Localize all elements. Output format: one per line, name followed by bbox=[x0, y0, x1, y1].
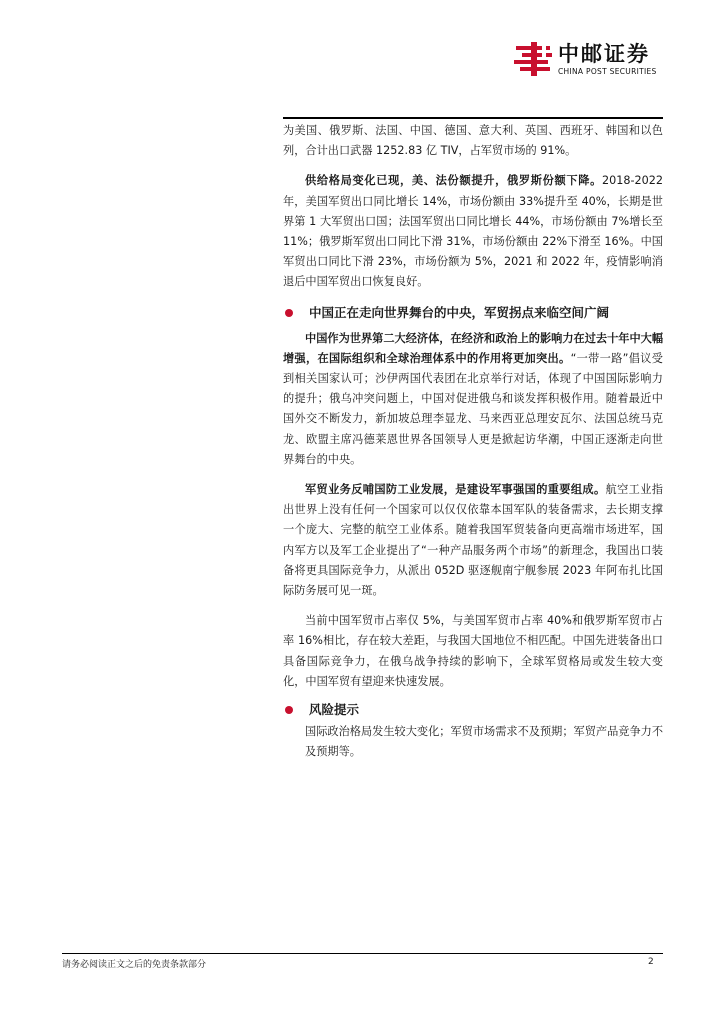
paragraph-lead: 供给格局变化已现，美、法份额提升，俄罗斯份额下降。 bbox=[305, 174, 603, 188]
report-body bbox=[283, 121, 663, 762]
paragraph-text: 国际政治格局发生较大变化；军贸市场需求不及预期；军贸产品竞争力不及预期等。 bbox=[305, 725, 664, 759]
header-divider bbox=[283, 117, 663, 119]
paragraph-text: “一带一路”倡议受到相关国家认可；沙伊两国代表团在北京举行对话，体现了中国国际影响力的提升；俄乌冲突问题上，中国对促进俄乌和谈发挥积极作用。随着最近中国外交不断发力，新加坡总理李显龙、马来西亚总理安瓦尔、法国总统马克龙、欧盟主席冯德莱恩世界各国领导人更是掀起访华潮，中国正逐渐走向世界舞台的中央。 bbox=[283, 351, 663, 466]
section-heading-text: 风险提示 bbox=[309, 702, 360, 718]
paragraph-risk bbox=[283, 722, 663, 762]
paragraph-text: 航空工业指出世界上没有任何一个国家可以仅仅依靠本国军队的装备需求，去长期支撑一个庞大、完整的航空工业体系。随着我国军贸装备向更高端市场进军，国内军方以及军工企业提出了“一种产品服务两个市场”的新理念，我国出口装备将更具国际竞争力，从派出 052D 驱逐舰南宁舰参展 2023 年阿布扎比国际防务展可见一斑。 bbox=[283, 483, 663, 598]
paragraph-market-share bbox=[283, 611, 663, 692]
section-heading-risk bbox=[283, 698, 663, 722]
disclaimer-note: 请务必阅读正文之后的免责条款部分 bbox=[62, 960, 207, 970]
china-post-logo-icon bbox=[512, 40, 556, 78]
paragraph-text: 为美国、俄罗斯、法国、中国、德国、意大利、英国、西班牙、韩国和以色列，合计出口武器 1252.83 亿 TIV，占军贸市场的 91%。 bbox=[283, 124, 663, 158]
logo-english-name: CHINA POST SECURITIES bbox=[558, 67, 657, 76]
paragraph-defense-industry bbox=[283, 480, 663, 601]
section-heading-world-stage bbox=[283, 301, 663, 325]
paragraph-exporters bbox=[283, 121, 663, 161]
paragraph-lead: 军贸业务反哺国防工业发展，是建设军事强国的重要组成。 bbox=[305, 483, 606, 497]
paragraph-supply-pattern bbox=[283, 171, 663, 292]
paragraph-text: 当前中国军贸市占率仅 5%，与美国军贸市占率 40%和俄罗斯军贸市占率 16%相比，存在较大差距，与我国大国地位不相匹配。中国先进装备出口具备国际竞争力，在俄乌战争持续的影响下，全球军贸格局或发生较大变化，中国军贸有望迎来快速发展。 bbox=[283, 614, 663, 688]
footer-divider bbox=[62, 953, 663, 954]
bullet-icon bbox=[285, 706, 293, 714]
paragraph-china-influence bbox=[283, 329, 663, 470]
company-logo bbox=[512, 40, 662, 80]
section-heading-text: 中国正在走向世界舞台的中央，军贸拐点来临空间广阔 bbox=[309, 304, 610, 320]
bullet-icon bbox=[285, 309, 293, 317]
logo-chinese-name: 中邮证券 bbox=[558, 42, 650, 66]
paragraph-text: 2018-2022 年，美国军贸出口同比增长 14%，市场份额由 33%提升至 40%，长期是世界第 1 大军贸出口国；法国军贸出口同比增长 44%，市场份额由 7%增长至 11%；俄罗斯军贸出口同比下滑 31%，市场份额由 22%下滑至 16%。中国军贸出口同比下滑 23%，市场份额为 5%，2021 和 2022 年，疫情影响消退后中国军贸出口恢复良好。 bbox=[283, 174, 663, 289]
paragraph-lead: 中国作为世界第二大经济体，在经济和政治上的影响力在过去十年中大幅增强，在国际组织和全球治理体系中的作用将更加突出。 bbox=[283, 331, 664, 365]
page-number: 2 bbox=[648, 957, 654, 967]
